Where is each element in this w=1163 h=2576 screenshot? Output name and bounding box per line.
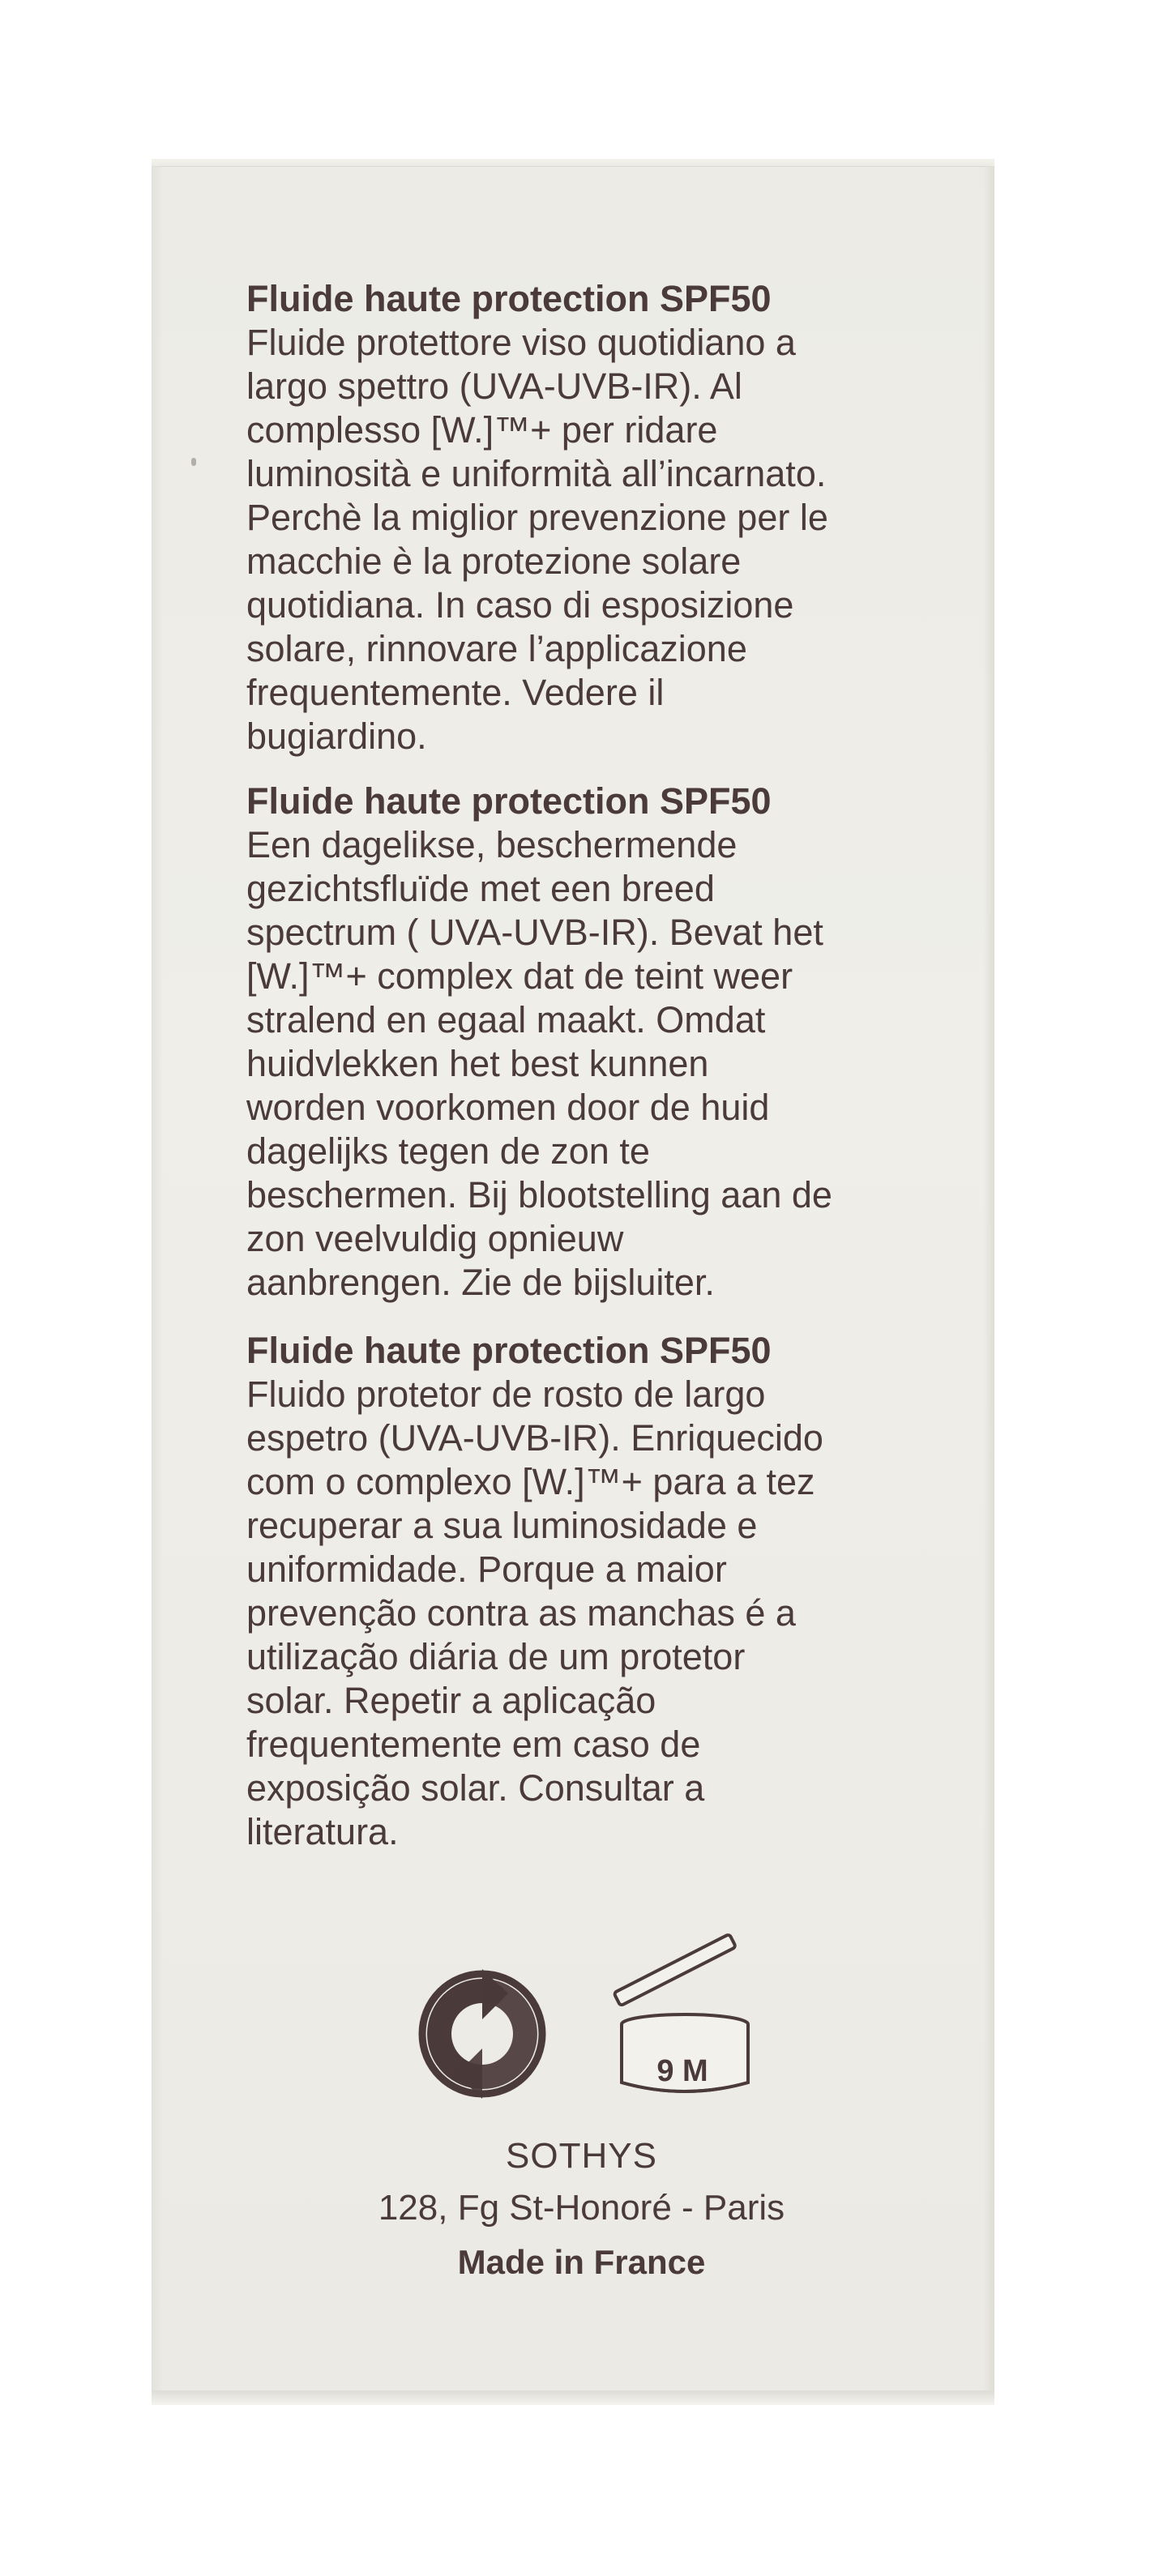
box-left-edge (152, 166, 163, 2399)
text-line: huidvlekken het best kunnen (246, 1043, 709, 1084)
text-line: utilização diária de um protetor (246, 1636, 746, 1677)
text-line: zon veelvuldig opnieuw (246, 1218, 624, 1259)
text-line: spectrum ( UVA-UVB-IR). Bevat het (246, 912, 823, 953)
description-portuguese (246, 1329, 960, 1854)
product-heading: Fluide haute protection SPF50 (246, 1330, 772, 1371)
text-line: beschermen. Bij blootstelling aan de (246, 1174, 832, 1215)
text-line: exposição solar. Consultar a (246, 1767, 705, 1809)
description-dutch (246, 780, 960, 1305)
packaging-symbols (417, 1920, 766, 2107)
text-line: aanbrengen. Zie de bijsluiter. (246, 1262, 715, 1303)
text-line: frequentemente. Vedere il (246, 672, 665, 713)
text-line: frequentemente em caso de (246, 1724, 701, 1765)
made-in-label: Made in France (457, 2243, 706, 2281)
product-heading: Fluide haute protection SPF50 (246, 780, 772, 822)
text-line: Een dagelikse, beschermende (246, 824, 738, 865)
text-line: solare, rinnovare l’applicazione (246, 628, 747, 669)
box-right-edge (983, 166, 994, 2399)
dust-speck (191, 458, 196, 466)
text-line: worden voorkomen door de huid (246, 1087, 770, 1128)
text-line: recuperar a sua luminosidade e (246, 1505, 758, 1546)
text-line: luminosità e uniformità all’incarnato. (246, 453, 827, 494)
text-line: literatura. (246, 1811, 399, 1852)
brand-address: 128, Fg St-Honoré - Paris (378, 2188, 785, 2228)
text-line: quotidiana. In caso di esposizione (246, 584, 794, 626)
brand-name: SOTHYS (506, 2136, 657, 2176)
green-dot-recycle-icon (417, 1969, 547, 2099)
pao-label: 9 M (656, 2054, 708, 2088)
text-line: macchie è la protezione solare (246, 540, 742, 582)
text-line: complesso [W.]™+ per ridare (246, 409, 718, 451)
description-italian (246, 277, 960, 758)
text-line: dagelijks tegen de zon te (246, 1130, 650, 1172)
text-line: Fluide protettore viso quotidiano a (246, 322, 796, 363)
text-line: bugiardino. (246, 716, 427, 757)
text-line: Fluido protetor de rosto de largo (246, 1373, 766, 1415)
text-line: espetro (UVA-UVB-IR). Enriquecido (246, 1417, 823, 1459)
text-line: Perchè la miglior prevenzione per le (246, 497, 828, 538)
text-line: com o complexo [W.]™+ para a tez (246, 1461, 815, 1502)
text-line: stralend en egaal maakt. Omdat (246, 999, 766, 1040)
text-line: uniformidade. Porque a maior (246, 1549, 727, 1590)
box-bottom-edge (152, 2390, 994, 2405)
text-line: prevenção contra as manchas é a (246, 1592, 796, 1634)
text-line: largo spettro (UVA-UVB-IR). Al (246, 365, 742, 407)
text-line: [W.]™+ complex dat de teint weer (246, 955, 793, 997)
product-heading: Fluide haute protection SPF50 (246, 278, 772, 319)
text-line: solar. Repetir a aplicação (246, 1680, 656, 1721)
text-line: gezichtsfluïde met een breed (246, 868, 715, 909)
